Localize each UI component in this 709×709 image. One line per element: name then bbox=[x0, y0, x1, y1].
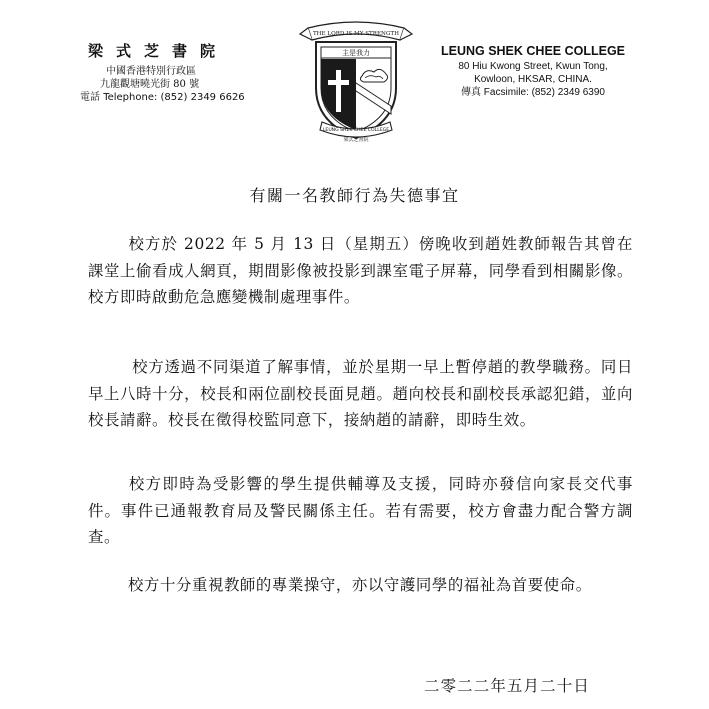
school-telephone bbox=[80, 91, 298, 104]
fax-number: Facsimile: (852) 2349 6390 bbox=[483, 87, 605, 98]
school-english-address-1: 80 Hiu Kwong Street, Kwun Tong, bbox=[458, 61, 608, 72]
crest-chinese-top: 主是我力 bbox=[342, 49, 370, 57]
school-chinese-name: 梁式芝書院 bbox=[88, 42, 229, 60]
school-fax bbox=[418, 86, 648, 99]
notice-date: 二零二二年五月二十日 bbox=[424, 677, 590, 695]
telephone-number: Telephone: (852) 2349 6626 bbox=[103, 92, 245, 103]
letterhead-chinese bbox=[78, 40, 298, 104]
school-chinese-region: 中國香港特別行政區 bbox=[106, 66, 196, 77]
crest-motto: THE LORD IS MY STRENGTH bbox=[312, 31, 400, 37]
notice-title: 有關一名教師行為失德事宜 bbox=[249, 186, 460, 205]
school-chinese-address: 九龍觀塘曉光街 80 號 bbox=[100, 79, 200, 90]
notice-paragraph-1: 校方於 2022 年 5 月 13 日（星期五）傍晚收到趙姓教師報告其曾在課堂上偷看成人網頁，期間影像被投影到課室電子屏幕，同學看到相關影像。校方即時啟動危急應變機制處理事件。 bbox=[88, 235, 633, 306]
notice-paragraph-4: 校方十分重視教師的專業操守，亦以守護同學的福祉為首要使命。 bbox=[128, 576, 592, 594]
school-english-name: LEUNG SHEK CHEE COLLEGE bbox=[440, 44, 626, 58]
school-english-address-2: Kowloon, HKSAR, CHINA. bbox=[474, 74, 592, 85]
fax-label: 傳真 bbox=[461, 87, 482, 98]
notice-paragraph-3: 校方即時為受影響的學生提供輔導及支援，同時亦發信向家長交代事件。事件已通報教育局及警民關係主任。若有需要，校方會盡力配合警方調查。 bbox=[88, 475, 633, 546]
crest-chinese-bottom: 梁式芝書院 bbox=[343, 137, 369, 143]
letterhead-english bbox=[418, 44, 648, 99]
telephone-label: 電話 bbox=[80, 92, 100, 103]
school-crest-logo bbox=[290, 18, 422, 146]
notice-paragraph-2: 校方透過不同渠道了解事情，並於星期一早上暫停趙的教學職務。同日早上八時十分，校長和兩位副校長面見趙。趙向校長和副校長承認犯錯，並向校長請辭。校長在徵得校監同意下，接納趙的請辭，即時生效。 bbox=[88, 358, 633, 429]
crest-banner: LEUNG SHEK CHEE COLLEGE bbox=[322, 128, 390, 133]
